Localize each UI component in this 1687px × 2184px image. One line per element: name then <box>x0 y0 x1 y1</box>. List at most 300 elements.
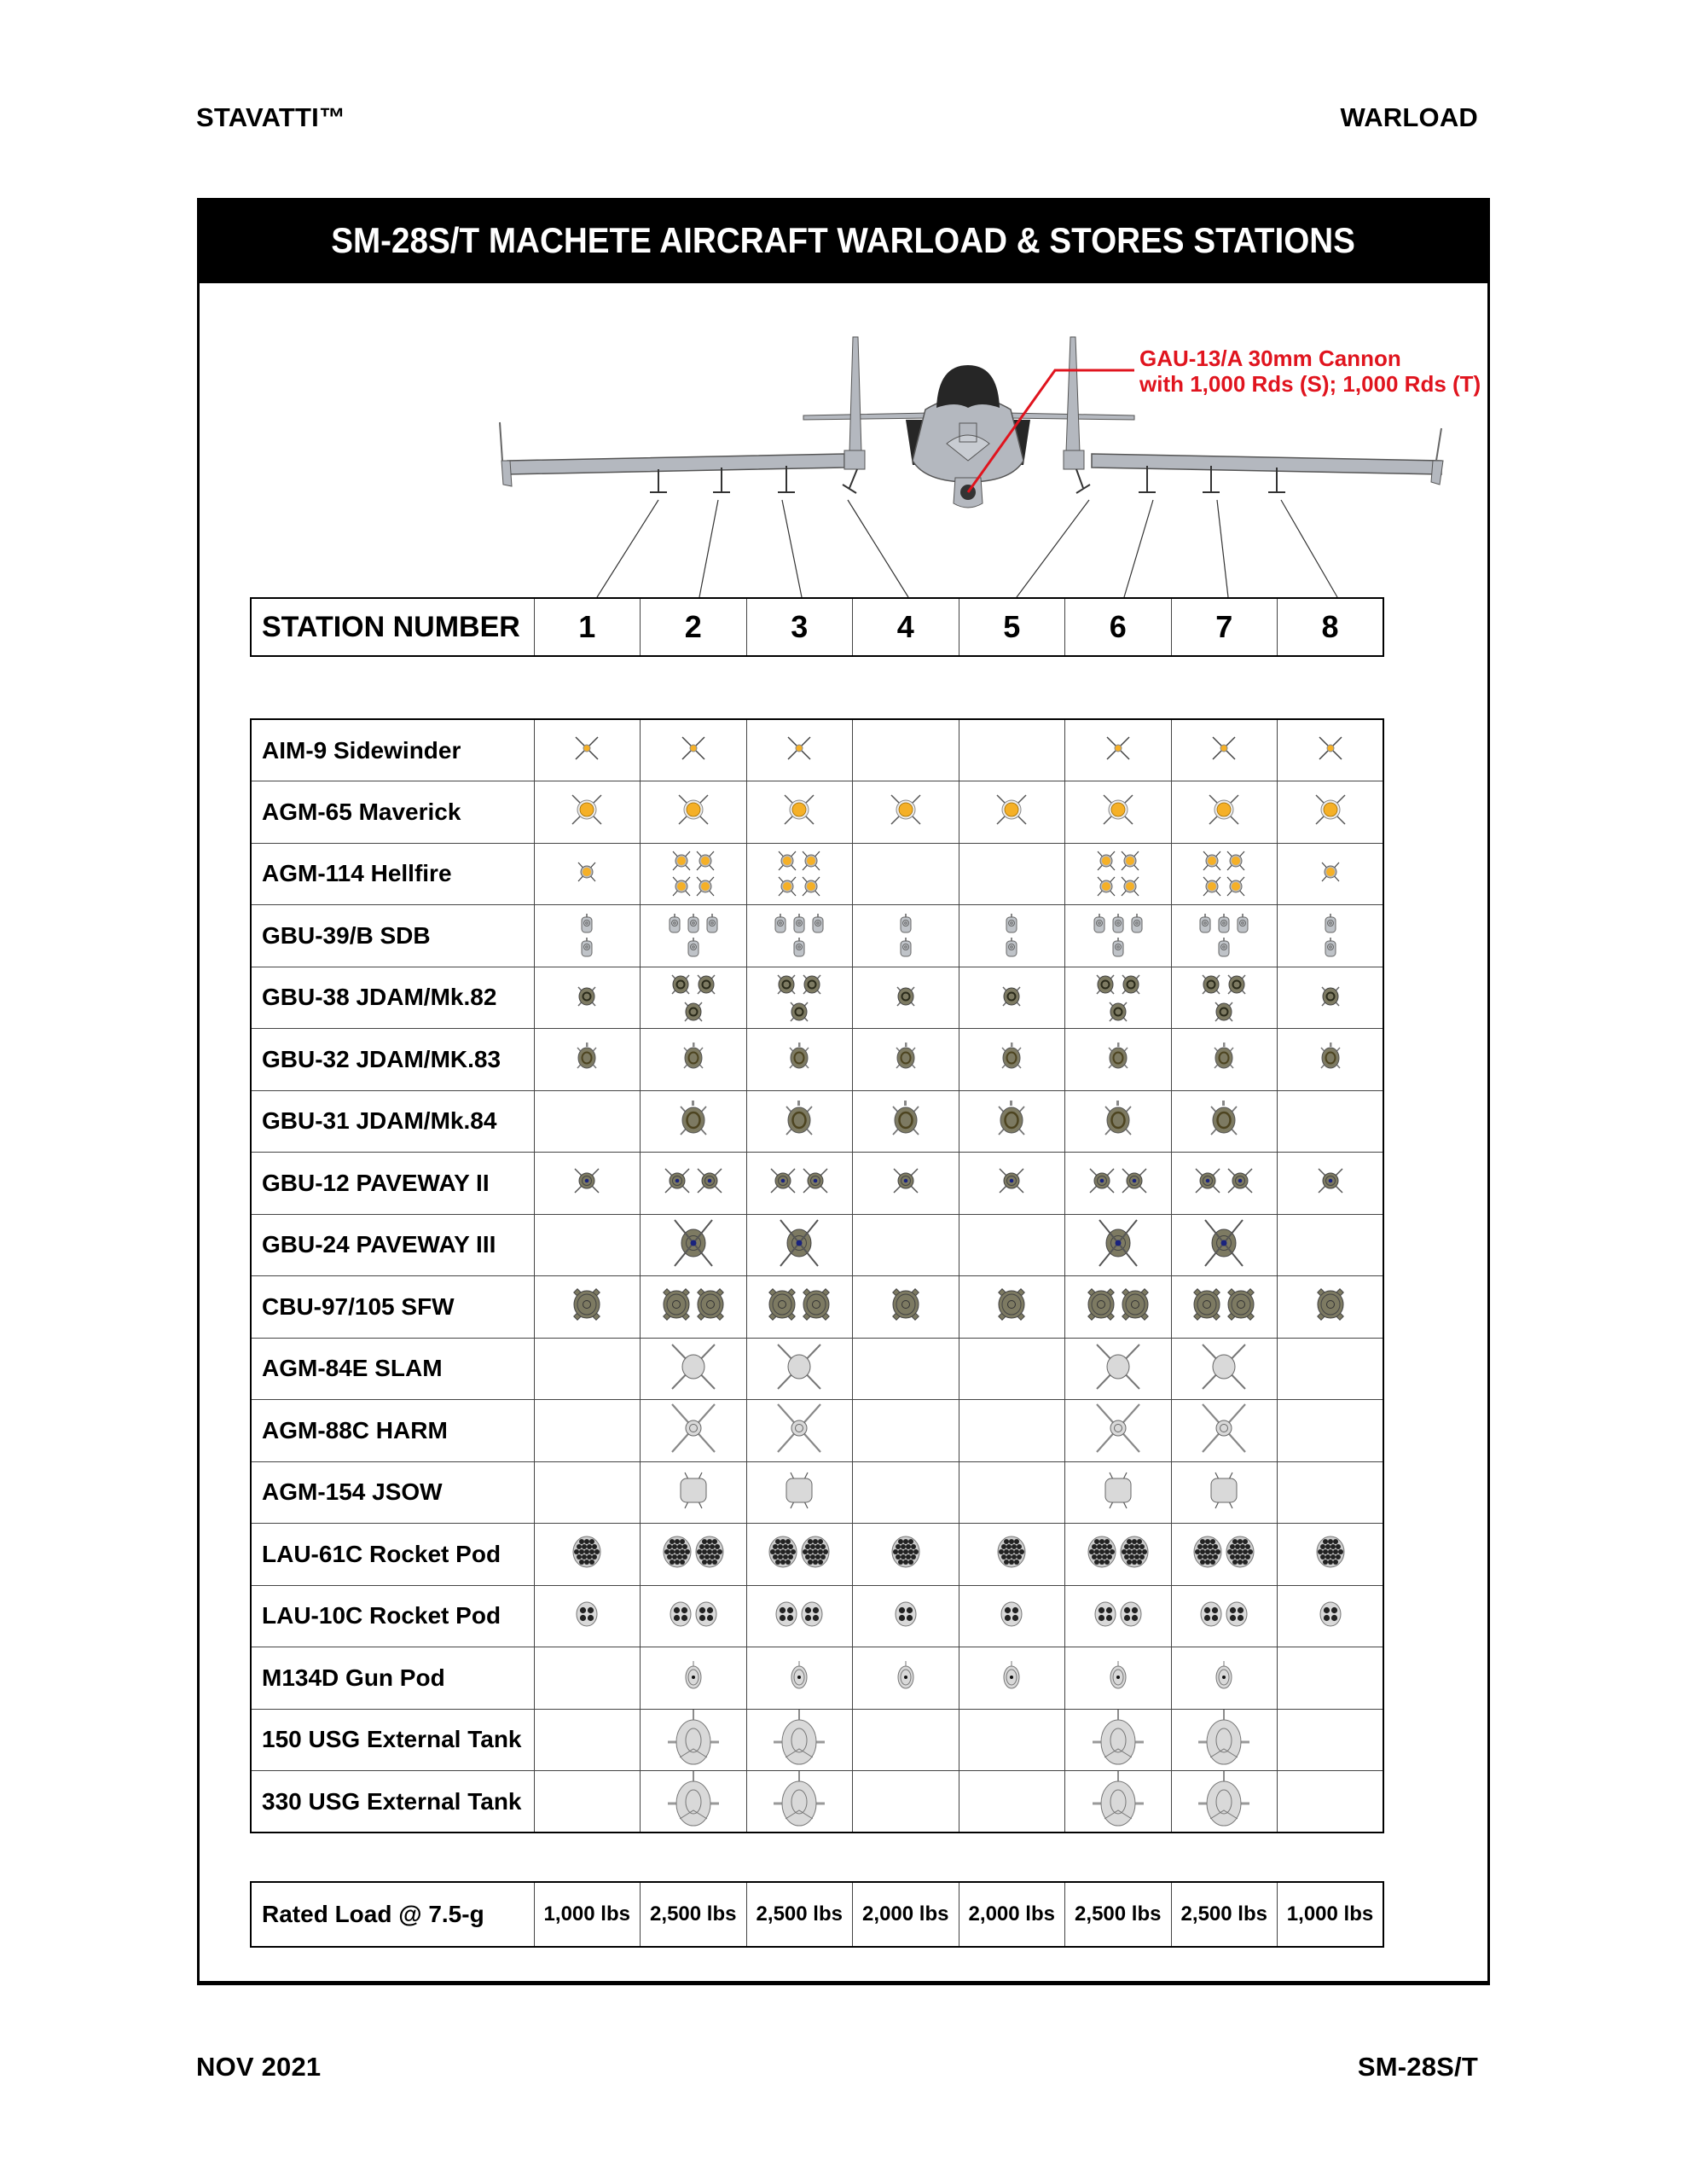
gbu39-icon <box>1088 914 1148 958</box>
gbu39-icon <box>1194 914 1254 958</box>
agm114-icon <box>1194 850 1254 897</box>
station-8-cell <box>1278 1214 1384 1276</box>
cbu97-icon <box>571 1288 602 1321</box>
gbu24-icon <box>1098 1218 1139 1268</box>
callout-line-2: with 1,000 Rds (S); 1,000 Rds (T) <box>1139 371 1481 397</box>
gbu39-icon <box>898 914 913 958</box>
lau61-icon <box>1193 1536 1255 1568</box>
gbu12-icon <box>1316 1166 1345 1195</box>
lau10-icon <box>1094 1601 1142 1627</box>
station-5-cell <box>959 1461 1065 1524</box>
rated-load-table <box>250 1881 1384 1948</box>
station-8-cell <box>1278 905 1384 967</box>
station-3-cell <box>746 1153 853 1215</box>
station-8-cell <box>1278 1524 1384 1586</box>
station-7-cell <box>1171 1709 1278 1771</box>
weapon-row <box>251 1585 1383 1647</box>
gbu12-icon <box>891 1166 920 1195</box>
weapon-row <box>251 719 1383 781</box>
station-4-cell <box>853 1276 959 1339</box>
station-7-cell <box>1171 843 1278 905</box>
agm65-icon <box>1101 793 1135 827</box>
gbu31-icon <box>1103 1101 1133 1138</box>
rated-load-station-6: 2,500 lbs <box>1065 1882 1172 1947</box>
station-2-cell <box>641 843 747 905</box>
station-6-cell <box>1065 1771 1172 1833</box>
station-7-cell <box>1171 1029 1278 1091</box>
agm65-icon <box>889 793 923 827</box>
aim9-icon <box>1316 734 1345 763</box>
station-6-cell <box>1065 1709 1172 1771</box>
weapon-name: LAU-61C Rocket Pod <box>251 1524 534 1586</box>
agm114-icon <box>1320 861 1341 883</box>
gbu38-icon <box>1000 984 1023 1008</box>
station-3-cell <box>746 1029 853 1091</box>
station-8-cell <box>1278 1029 1384 1091</box>
lau10-icon <box>895 1601 917 1627</box>
weapon-row <box>251 1461 1383 1524</box>
gbu31-icon <box>678 1101 709 1138</box>
aim9-icon <box>572 734 601 763</box>
station-8-cell <box>1278 1585 1384 1647</box>
weapon-row <box>251 1709 1383 1771</box>
station-3-cell <box>746 1400 853 1462</box>
station-5-cell <box>959 1771 1065 1833</box>
station-3-cell <box>746 1214 853 1276</box>
gbu38-icon <box>576 984 598 1008</box>
rated-load-station-2: 2,500 lbs <box>641 1882 747 1947</box>
rated-load-station-4: 2,000 lbs <box>853 1882 959 1947</box>
station-1-cell <box>534 1461 641 1524</box>
gbu38-icon <box>895 984 917 1008</box>
agm65-icon <box>570 793 604 827</box>
station-7: 7 <box>1171 598 1278 656</box>
cbu97-icon <box>767 1288 832 1321</box>
station-3-cell <box>746 843 853 905</box>
station-1-cell <box>534 843 641 905</box>
station-2-cell <box>641 1709 747 1771</box>
station-3-cell <box>746 1461 853 1524</box>
station-3-cell <box>746 905 853 967</box>
station-2-cell <box>641 1153 747 1215</box>
gbu32-icon <box>1106 1043 1130 1072</box>
weapon-row <box>251 1771 1383 1833</box>
agm65-icon <box>676 793 710 827</box>
station-1-cell <box>534 781 641 844</box>
station-7-cell <box>1171 967 1278 1029</box>
station-4-cell <box>853 1709 959 1771</box>
station-5-cell <box>959 1276 1065 1339</box>
station-5-cell <box>959 719 1065 781</box>
station-5-cell <box>959 843 1065 905</box>
station-5-cell <box>959 1090 1065 1153</box>
station-1: 1 <box>534 598 641 656</box>
station-7-cell <box>1171 1090 1278 1153</box>
m134-icon <box>790 1661 809 1690</box>
station-4-cell <box>853 905 959 967</box>
gbu32-icon <box>575 1043 599 1072</box>
station-6-cell <box>1065 905 1172 967</box>
station-4-cell <box>853 1461 959 1524</box>
station-3-cell <box>746 1647 853 1710</box>
lau61-icon <box>891 1536 920 1568</box>
station-7-cell <box>1171 1400 1278 1462</box>
rated-load-station-3: 2,500 lbs <box>746 1882 853 1947</box>
tank-icon <box>668 1771 719 1827</box>
weapon-row <box>251 905 1383 967</box>
gbu38-icon <box>1088 972 1148 1023</box>
weapon-name: GBU-39/B SDB <box>251 905 534 967</box>
agm65-icon <box>994 793 1029 827</box>
station-4-cell <box>853 719 959 781</box>
cbu97-icon <box>1086 1288 1151 1321</box>
gbu32-icon <box>681 1043 705 1072</box>
weapon-row <box>251 1524 1383 1586</box>
station-7-cell <box>1171 1585 1278 1647</box>
station-8-cell <box>1278 1647 1384 1710</box>
agm88-icon <box>1200 1402 1248 1455</box>
station-1-cell <box>534 1647 641 1710</box>
agm84-icon <box>775 1342 823 1391</box>
gbu24-icon <box>1203 1218 1244 1268</box>
station-1-cell <box>534 1090 641 1153</box>
weapon-row <box>251 1400 1383 1462</box>
rated-load-station-8: 1,000 lbs <box>1278 1882 1384 1947</box>
lau61-icon <box>768 1536 830 1568</box>
station-7-cell <box>1171 719 1278 781</box>
station-5-cell <box>959 967 1065 1029</box>
station-5-cell <box>959 781 1065 844</box>
station-1-cell <box>534 967 641 1029</box>
gbu24-icon <box>779 1218 820 1268</box>
station-5-cell <box>959 1338 1065 1400</box>
station-3-cell <box>746 1771 853 1833</box>
station-1-cell <box>534 1524 641 1586</box>
agm84-icon <box>670 1342 717 1391</box>
station-8-cell <box>1278 967 1384 1029</box>
gbu32-icon <box>1000 1043 1023 1072</box>
station-6-cell <box>1065 843 1172 905</box>
lau10-icon <box>576 1601 598 1627</box>
m134-icon <box>1215 1661 1233 1690</box>
footer-date: NOV 2021 <box>196 2052 322 2082</box>
station-2-cell <box>641 781 747 844</box>
station-4-cell <box>853 843 959 905</box>
agm88-icon <box>1094 1402 1142 1455</box>
station-6-cell <box>1065 1276 1172 1339</box>
station-5: 5 <box>959 598 1065 656</box>
m134-icon <box>1002 1661 1021 1690</box>
weapon-row <box>251 1647 1383 1710</box>
station-8-cell <box>1278 1771 1384 1833</box>
station-3-cell <box>746 1276 853 1339</box>
gbu39-icon <box>1004 914 1019 958</box>
station-2-cell <box>641 1524 747 1586</box>
header-brand: STAVATTI™ <box>196 102 346 132</box>
weapon-row <box>251 1276 1383 1339</box>
gbu32-icon <box>1212 1043 1236 1072</box>
station-2-cell <box>641 1771 747 1833</box>
lau61-icon <box>1316 1536 1345 1568</box>
station-number-table <box>250 597 1384 657</box>
station-3-cell <box>746 1338 853 1400</box>
weapon-name: 330 USG External Tank <box>251 1771 534 1833</box>
station-2-cell <box>641 1276 747 1339</box>
station-3-cell <box>746 719 853 781</box>
gbu32-icon <box>787 1043 811 1072</box>
station-5-cell <box>959 1153 1065 1215</box>
station-5-cell <box>959 1214 1065 1276</box>
gbu38-icon <box>664 972 723 1023</box>
gbu12-icon <box>572 1166 601 1195</box>
gbu32-icon <box>1319 1043 1342 1072</box>
rated-load-station-7: 2,500 lbs <box>1171 1882 1278 1947</box>
station-5-cell <box>959 905 1065 967</box>
cannon-callout <box>1139 346 1481 397</box>
station-7-cell <box>1171 905 1278 967</box>
station-1-cell <box>534 1153 641 1215</box>
station-8-cell <box>1278 781 1384 844</box>
gbu12-icon <box>997 1166 1026 1195</box>
tank-icon <box>1093 1771 1144 1827</box>
station-3-cell <box>746 1709 853 1771</box>
gbu12-icon <box>663 1166 724 1195</box>
gbu39-icon <box>579 914 594 958</box>
lau10-icon <box>1000 1601 1023 1627</box>
station-6-cell <box>1065 1029 1172 1091</box>
station-2-cell <box>641 1647 747 1710</box>
station-4-cell <box>853 1647 959 1710</box>
station-2-cell <box>641 1029 747 1091</box>
lau61-icon <box>663 1536 724 1568</box>
station-4: 4 <box>853 598 959 656</box>
page-title: SM-28S/T MACHETE AIRCRAFT WARLOAD & STORES STATIONS <box>331 220 1356 260</box>
lau10-icon <box>1319 1601 1342 1627</box>
aim9-icon <box>785 734 814 763</box>
header-section: WARLOAD <box>1340 102 1478 132</box>
station-1-cell <box>534 1585 641 1647</box>
station-1-cell <box>534 1214 641 1276</box>
gbu12-icon <box>1193 1166 1255 1195</box>
station-8-cell <box>1278 1338 1384 1400</box>
station-4-cell <box>853 1153 959 1215</box>
station-2-cell <box>641 1338 747 1400</box>
agm154-icon <box>1101 1471 1135 1510</box>
agm65-icon <box>782 793 816 827</box>
station-7-cell <box>1171 1524 1278 1586</box>
weapons-compatibility-table <box>250 718 1384 1833</box>
tank-icon <box>668 1710 719 1766</box>
agm65-icon <box>1313 793 1348 827</box>
station-2-cell <box>641 1214 747 1276</box>
gbu38-icon <box>1194 972 1254 1023</box>
station-2-cell <box>641 1400 747 1462</box>
station-1-cell <box>534 1400 641 1462</box>
station-4-cell <box>853 781 959 844</box>
gbu38-icon <box>769 972 829 1023</box>
weapon-row <box>251 1338 1383 1400</box>
weapon-name: AGM-84E SLAM <box>251 1338 534 1400</box>
agm84-icon <box>1200 1342 1248 1391</box>
station-2-cell <box>641 1585 747 1647</box>
station-6-cell <box>1065 1524 1172 1586</box>
station-4-cell <box>853 1029 959 1091</box>
station-6: 6 <box>1065 598 1172 656</box>
gbu31-icon <box>784 1101 815 1138</box>
agm65-icon <box>1207 793 1241 827</box>
station-8-cell <box>1278 1090 1384 1153</box>
weapon-row <box>251 1090 1383 1153</box>
station-1-cell <box>534 1276 641 1339</box>
lau10-icon <box>1200 1601 1248 1627</box>
tank-icon <box>774 1771 825 1827</box>
agm114-icon <box>664 850 723 897</box>
station-6-cell <box>1065 781 1172 844</box>
cbu97-icon <box>890 1288 921 1321</box>
weapon-row <box>251 781 1383 844</box>
station-5-cell <box>959 1524 1065 1586</box>
callout-line-1: GAU-13/A 30mm Cannon <box>1139 346 1401 371</box>
station-2: 2 <box>641 598 747 656</box>
cbu97-icon <box>1191 1288 1256 1321</box>
cbu97-icon <box>1315 1288 1346 1321</box>
aim9-icon <box>679 734 708 763</box>
station-3: 3 <box>746 598 853 656</box>
gbu32-icon <box>894 1043 918 1072</box>
station-4-cell <box>853 1524 959 1586</box>
station-4-cell <box>853 1400 959 1462</box>
station-6-cell <box>1065 1338 1172 1400</box>
lau10-icon <box>775 1601 823 1627</box>
weapon-name: GBU-32 JDAM/MK.83 <box>251 1029 534 1091</box>
agm88-icon <box>670 1402 717 1455</box>
rated-load-station-1: 1,000 lbs <box>534 1882 641 1947</box>
station-1-cell <box>534 1709 641 1771</box>
station-8-cell <box>1278 1461 1384 1524</box>
station-6-cell <box>1065 1214 1172 1276</box>
weapon-name: GBU-24 PAVEWAY III <box>251 1214 534 1276</box>
cbu97-icon <box>996 1288 1027 1321</box>
station-4-cell <box>853 1338 959 1400</box>
gbu31-icon <box>1209 1101 1239 1138</box>
station-8: 8 <box>1278 598 1384 656</box>
station-7-cell <box>1171 1276 1278 1339</box>
gbu39-icon <box>664 914 723 958</box>
tank-icon <box>774 1710 825 1766</box>
station-7-cell <box>1171 1461 1278 1524</box>
station-1-cell <box>534 905 641 967</box>
weapon-row <box>251 967 1383 1029</box>
agm88-icon <box>775 1402 823 1455</box>
m134-icon <box>684 1661 703 1690</box>
page-title-bar <box>197 198 1490 283</box>
aim9-icon <box>1209 734 1238 763</box>
weapon-name: LAU-10C Rocket Pod <box>251 1585 534 1647</box>
station-7-cell <box>1171 1338 1278 1400</box>
weapon-name: AIM-9 Sidewinder <box>251 719 534 781</box>
gbu39-icon <box>1323 914 1338 958</box>
station-2-cell <box>641 905 747 967</box>
weapon-name: GBU-38 JDAM/Mk.82 <box>251 967 534 1029</box>
station-7-cell <box>1171 1771 1278 1833</box>
station-7-cell <box>1171 1214 1278 1276</box>
station-5-cell <box>959 1029 1065 1091</box>
weapon-row <box>251 1214 1383 1276</box>
station-8-cell <box>1278 1400 1384 1462</box>
station-1-cell <box>534 1771 641 1833</box>
tank-icon <box>1198 1710 1249 1766</box>
station-2-cell <box>641 967 747 1029</box>
station-number-label: STATION NUMBER <box>251 598 534 656</box>
station-6-cell <box>1065 1585 1172 1647</box>
station-8-cell <box>1278 1276 1384 1339</box>
m134-icon <box>896 1661 915 1690</box>
weapon-row <box>251 1029 1383 1091</box>
weapon-name: GBU-12 PAVEWAY II <box>251 1153 534 1215</box>
tank-icon <box>1198 1771 1249 1827</box>
gbu12-icon <box>768 1166 830 1195</box>
gbu12-icon <box>1087 1166 1149 1195</box>
rated-load-station-5: 2,000 lbs <box>959 1882 1065 1947</box>
gbu24-icon <box>673 1218 714 1268</box>
weapon-name: M134D Gun Pod <box>251 1647 534 1710</box>
station-4-cell <box>853 967 959 1029</box>
agm114-icon <box>769 850 829 897</box>
station-4-cell <box>853 1090 959 1153</box>
m134-icon <box>1109 1661 1128 1690</box>
agm154-icon <box>1207 1471 1241 1510</box>
weapon-name: AGM-114 Hellfire <box>251 843 534 905</box>
weapon-row <box>251 1153 1383 1215</box>
rated-load-label: Rated Load @ 7.5-g <box>251 1882 534 1947</box>
lau61-icon <box>997 1536 1026 1568</box>
station-5-cell <box>959 1647 1065 1710</box>
station-4-cell <box>853 1771 959 1833</box>
station-6-cell <box>1065 967 1172 1029</box>
station-7-cell <box>1171 781 1278 844</box>
cbu97-icon <box>661 1288 726 1321</box>
weapon-row <box>251 843 1383 905</box>
agm154-icon <box>782 1471 816 1510</box>
station-3-cell <box>746 1585 853 1647</box>
lau61-icon <box>572 1536 601 1568</box>
station-1-cell <box>534 1029 641 1091</box>
weapon-name: GBU-31 JDAM/Mk.84 <box>251 1090 534 1153</box>
tank-icon <box>1093 1710 1144 1766</box>
footer-model: SM-28S/T <box>1357 2052 1478 2082</box>
lau61-icon <box>1087 1536 1149 1568</box>
station-3-cell <box>746 1524 853 1586</box>
station-7-cell <box>1171 1153 1278 1215</box>
station-1-cell <box>534 1338 641 1400</box>
station-3-cell <box>746 1090 853 1153</box>
station-1-cell <box>534 719 641 781</box>
weapon-name: AGM-65 Maverick <box>251 781 534 844</box>
station-6-cell <box>1065 1153 1172 1215</box>
station-8-cell <box>1278 1709 1384 1771</box>
gbu39-icon <box>769 914 829 958</box>
agm84-icon <box>1094 1342 1142 1391</box>
station-8-cell <box>1278 843 1384 905</box>
station-8-cell <box>1278 1153 1384 1215</box>
station-2-cell <box>641 1461 747 1524</box>
station-7-cell <box>1171 1647 1278 1710</box>
station-3-cell <box>746 967 853 1029</box>
gbu38-icon <box>1319 984 1342 1008</box>
agm154-icon <box>676 1471 710 1510</box>
station-6-cell <box>1065 719 1172 781</box>
gbu31-icon <box>890 1101 921 1138</box>
